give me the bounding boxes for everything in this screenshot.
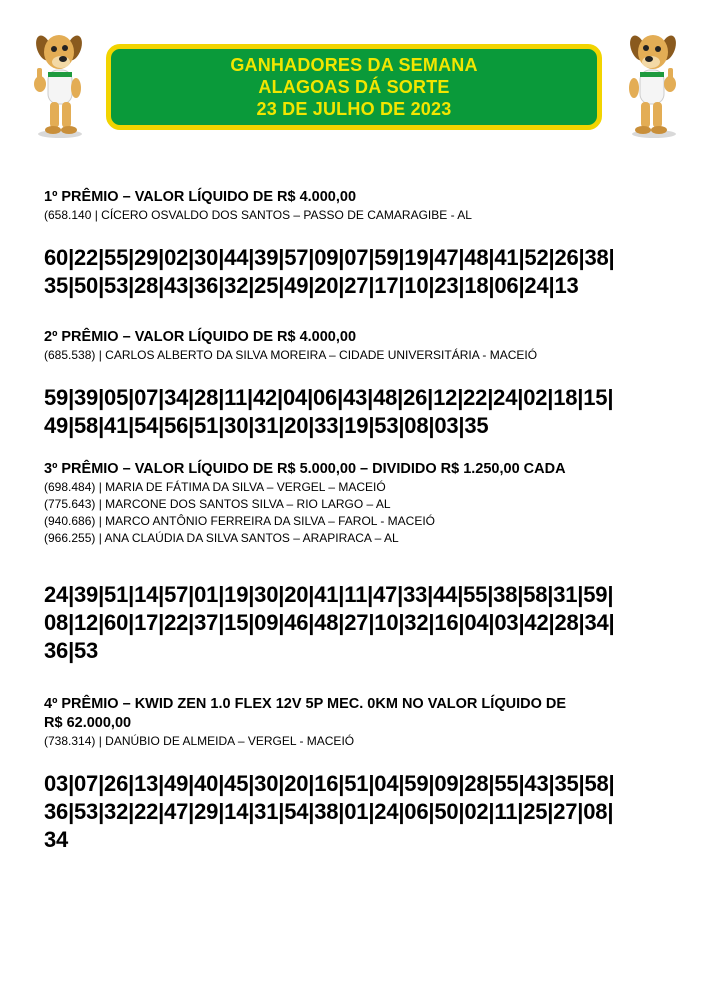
prize-2-numbers-line-1: 59|39|05|07|34|28|11|42|04|06|43|48|26|12|22|24|02|18|15| — [44, 385, 614, 410]
prize-4-numbers-line-1: 03|07|26|13|49|40|45|30|20|16|51|04|59|09|28|55|43|35|58| — [44, 771, 615, 796]
prize-3-numbers-line-3: 36|53 — [44, 638, 99, 663]
dog-mascot-left-icon — [28, 28, 86, 140]
prize-3-numbers-line-1: 24|39|51|14|57|01|19|30|20|41|11|47|33|44|55|38|58|31|59| — [44, 582, 614, 607]
prize-3-title: 3º PRÊMIO – VALOR LÍQUIDO DE R$ 5.000,00 – DIVIDIDO R$ 1.250,00 CADA — [44, 461, 566, 477]
winners-list — [44, 188, 664, 854]
header-banner — [106, 44, 602, 130]
prize-3-winner-4: (966.255) | ANA CLAÚDIA DA SILVA SANTOS – ARAPIRACA – AL — [44, 531, 399, 545]
prize-3-section — [44, 460, 664, 665]
prize-2-section — [44, 328, 664, 440]
prize-2-winner: (685.538) | CARLOS ALBERTO DA SILVA MOREIRA – CIDADE UNIVERSITÁRIA - MACEIÓ — [44, 348, 538, 362]
prize-4-title-value: R$ 62.000,00 — [44, 715, 132, 731]
dog-mascot-right-icon — [624, 28, 682, 140]
header-title: GANHADORES DA SEMANA — [230, 55, 478, 75]
prize-2-numbers-line-2: 49|58|41|54|56|51|30|31|20|33|19|53|08|03|35 — [44, 413, 489, 438]
prize-4-numbers-line-2: 36|53|32|22|47|29|14|31|54|38|01|24|06|50|02|11|25|27|08| — [44, 799, 614, 824]
prize-1-section — [44, 188, 664, 300]
header-subtitle: ALAGOAS DÁ SORTE — [258, 77, 450, 97]
prize-3-winner-1: (698.484) | MARIA DE FÁTIMA DA SILVA – VERGEL – MACEIÓ — [44, 480, 386, 494]
header-date: 23 DE JULHO DE 2023 — [256, 99, 452, 119]
prize-3-numbers-line-2: 08|12|60|17|22|37|15|09|46|48|27|10|32|16|04|03|42|28|34| — [44, 610, 615, 635]
prize-4-section — [44, 695, 664, 854]
prize-3-winner-2: (775.643) | MARCONE DOS SANTOS SILVA – RIO LARGO – AL — [44, 497, 391, 511]
prize-4-title: 4º PRÊMIO – KWID ZEN 1.0 FLEX 12V 5P MEC. 0KM NO VALOR LÍQUIDO DE — [44, 696, 567, 712]
prize-1-winner: (658.140 | CÍCERO OSVALDO DOS SANTOS – PASSO DE CAMARAGIBE - AL — [44, 208, 472, 222]
prize-2-title: 2º PRÊMIO – VALOR LÍQUIDO DE R$ 4.000,00 — [44, 329, 357, 345]
prize-1-title: 1º PRÊMIO – VALOR LÍQUIDO DE R$ 4.000,00 — [44, 189, 357, 205]
prize-4-winner: (738.314) | DANÚBIO DE ALMEIDA – VERGEL - MACEIÓ — [44, 734, 355, 748]
prize-3-winner-3: (940.686) | MARCO ANTÔNIO FERREIRA DA SILVA – FAROL - MACEIÓ — [44, 514, 436, 528]
prize-1-numbers-line-2: 35|50|53|28|43|36|32|25|49|20|27|17|10|23|18|06|24|13 — [44, 273, 579, 298]
prize-1-numbers-line-1: 60|22|55|29|02|30|44|39|57|09|07|59|19|47|48|41|52|26|38| — [44, 245, 615, 270]
prize-4-numbers-line-3: 34 — [44, 827, 69, 852]
